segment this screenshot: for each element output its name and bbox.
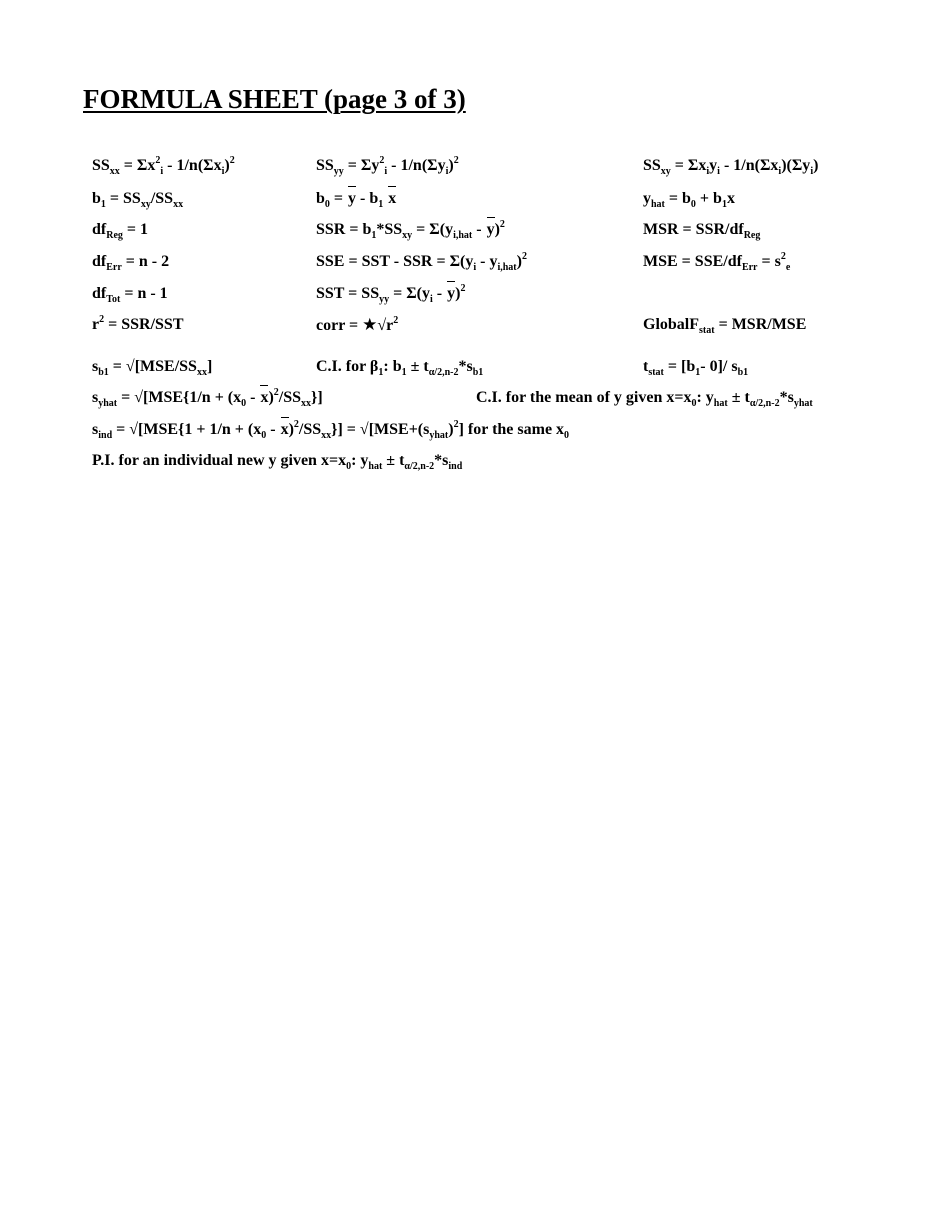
formula-ss-xy [643,156,818,176]
formula-text: *SS [376,221,403,238]
formula-text: ] [206,358,213,375]
formula-text: ) [268,389,274,406]
superscript: 2 [293,419,299,430]
formula-text: *s [779,389,794,406]
subscript: i [810,166,814,177]
subscript: i [445,166,449,177]
y-bar: y [447,285,456,302]
formula-text: = √[MSE{1/n + (x [117,389,242,406]
subscript: 0 [241,398,247,409]
formula-text: = b [664,190,691,207]
formula-sse [316,252,527,272]
superscript: 2 [155,155,161,166]
formula-text: /SS [150,190,174,207]
formula-text: SST = SS [316,285,380,302]
subscript: 0 [691,398,697,409]
formula-text: ) [455,285,461,302]
subscript: xx [196,367,207,378]
formula-text: GlobalF [643,316,700,333]
subscript: xy [140,199,151,210]
formula-text: b [316,190,325,207]
formula-text: y [709,157,718,174]
formula-text: C.I. for the mean of y given x=x [476,389,692,406]
formula-text: = Σ(y [412,221,454,238]
subscript: yhat [98,398,118,409]
formula-t-stat [643,357,748,377]
formula-df-reg [92,220,148,240]
formula-text: r [92,316,100,333]
formula-sst [316,284,465,304]
formula-text: - 1/n(Σy [387,157,446,174]
formula-text: : b [383,358,402,375]
subscript: 1 [378,199,384,210]
subscript: 0 [346,461,352,472]
formula-text: C.I. for β [316,358,379,375]
subscript: yhat [429,430,449,441]
subscript: 1 [100,199,106,210]
subscript: Reg [743,230,761,241]
formula-text: }] = √[MSE+(s [331,421,430,438]
formula-text: ) [288,421,294,438]
subscript: i [706,166,710,177]
subscript: e [785,262,791,273]
subscript: hat [713,398,728,409]
formula-text: : y [696,389,714,406]
superscript: 2 [453,419,459,430]
subscript: 1 [378,367,384,378]
formula-text: - b [356,190,379,207]
subscript: xx [301,398,312,409]
formula-text: MSE = SSE/df [643,253,742,270]
subscript: yhat [793,398,813,409]
formula-text: s [92,421,99,438]
formula-text: ] for the same x [458,421,565,438]
subscript: xy [660,166,671,177]
formula-text: *s [458,358,473,375]
subscript: α/2,n-2 [404,461,435,472]
subscript: stat [699,325,715,336]
formula-text: = √[MSE/SS [108,358,197,375]
formula-text: SSE = SST - SSR = Σ(y [316,253,474,270]
formula-text: )(Σy [781,157,811,174]
formula-text: ± t [406,358,429,375]
formula-text: ) [448,421,454,438]
formula-text: SS [316,157,334,174]
formula-text: *s [434,452,449,469]
formula-text: df [92,253,107,270]
subscript: xx [321,430,332,441]
formula-yhat [643,189,735,209]
formula-text: = n - 2 [121,253,170,270]
formula-text: }] [311,389,323,406]
subscript: i [717,166,720,177]
subscript: i [384,166,388,177]
subscript: α/2,n-2 [428,367,459,378]
formula-r-squared [92,315,184,335]
y-bar: y [486,221,495,238]
subscript: 0 [564,430,570,441]
subscript: hat [368,461,383,472]
subscript: ind [98,430,113,441]
x-bar: x [388,190,397,207]
subscript: 1 [371,230,377,241]
formula-text: = Σx [670,157,707,174]
formula-text: y [643,190,651,207]
formula-text: = n - 1 [120,285,168,302]
subscript: xy [402,230,413,241]
formula-text: : y [351,452,369,469]
formula-b1 [92,189,183,209]
x-bar: x [280,421,289,438]
superscript: 2 [499,219,505,230]
formula-text: - y [476,253,498,270]
formula-ci-mean [476,388,813,408]
subscript: i [430,294,433,305]
formula-text: P.I. for an individual new y given x=x [92,452,347,469]
superscript: 2 [393,315,399,326]
superscript: 2 [460,283,466,294]
subscript: i [473,262,477,273]
superscript: 2 [99,314,105,325]
formula-corr [316,315,398,336]
formula-text: - [432,285,447,302]
formula-text: t [643,358,649,375]
superscript: 2 [521,251,527,262]
subscript: yy [333,166,344,177]
subscript: ind [448,461,463,472]
formula-text: /SS [298,421,322,438]
subscript: i [778,166,782,177]
formula-text: + b [695,190,722,207]
formula-text: - [246,389,260,406]
formula-text: SS [92,157,110,174]
subscript: 0 [261,430,267,441]
subscript: i [221,166,225,177]
formula-text: ) [224,157,230,174]
subscript: stat [648,367,664,378]
formula-pi-individual [92,451,462,471]
formula-mse [643,252,790,272]
formula-text: s [92,389,99,406]
formula-text: - 1/n(Σx [163,157,222,174]
page-title: FORMULA SHEET (page 3 of 3) [83,84,466,114]
subscript: i [160,166,164,177]
formula-text: ) [448,157,454,174]
formula-text: - 0]/ s [700,358,738,375]
subscript: b1 [472,367,484,378]
subscript: 0 [690,199,696,210]
formula-text: corr = [316,317,363,334]
formula-text: = Σx [119,157,156,174]
subscript: i,hat [453,230,473,241]
formula-text: ± t [727,389,750,406]
formula-text: ) [516,253,522,270]
formula-text: = √[MSE{1 + 1/n + (x [112,421,262,438]
subscript: xx [109,166,120,177]
subscript: Err [106,262,122,273]
formula-text: MSR = SSR/df [643,221,744,238]
formula-msr [643,220,760,240]
formula-text: = [b [663,358,696,375]
superscript: 2 [379,155,385,166]
formula-text: = MSR/MSE [714,316,807,333]
subscript: Tot [106,294,121,305]
formula-text: = SS [105,190,141,207]
subscript: b1 [98,367,109,378]
formula-ss-xx [92,156,235,176]
formula-text: - 1/n(Σx [719,157,779,174]
formula-text: SS [643,157,661,174]
formula-text: s [92,358,99,375]
formula-b0 [316,189,396,209]
formula-text: = 1 [122,221,149,238]
superscript: 2 [453,155,459,166]
subscript: 1 [695,367,701,378]
formula-text: /SS [278,389,302,406]
star-icon: ★ [362,315,378,335]
formula-text: √r [377,317,394,334]
x-bar: x [260,389,269,406]
formula-sb1 [92,357,212,377]
formula-df-tot [92,284,168,304]
formula-global-f [643,315,806,335]
subscript: hat [651,199,665,210]
formula-text: = Σy [343,157,380,174]
formula-text: ± t [382,452,405,469]
subscript: b1 [737,367,749,378]
subscript: 1 [401,367,407,378]
formula-s-yhat [92,388,323,408]
formula-text: = Σ(y [389,285,430,302]
formula-ss-yy [316,156,459,176]
y-bar: y [348,190,357,207]
formula-s-ind [92,420,569,440]
formula-text: df [92,285,107,302]
formula-text: = SSR/SST [104,316,184,333]
subscript: 1 [721,199,727,210]
subscript: α/2,n-2 [749,398,780,409]
superscript: 2 [229,155,235,166]
formula-text: x [726,190,735,207]
formula-text: - [266,421,280,438]
formula-text: ) [494,221,500,238]
subscript: xx [173,199,184,210]
formula-text: ) [813,157,819,174]
subscript: i,hat [497,262,517,273]
formula-text: df [92,221,107,238]
superscript: 2 [273,387,279,398]
subscript: yy [379,294,390,305]
formula-df-err [92,252,169,272]
formula-text: - [472,221,486,238]
formula-text: b [92,190,101,207]
formula-text: SSR = b [316,221,372,238]
subscript: 0 [324,199,330,210]
formula-ci-beta1 [316,357,483,377]
superscript: 2 [780,251,786,262]
formula-text: = s [757,253,781,270]
formula-text: = [329,190,348,207]
subscript: Reg [106,230,123,241]
subscript: Err [741,262,758,273]
formula-ssr [316,220,505,240]
